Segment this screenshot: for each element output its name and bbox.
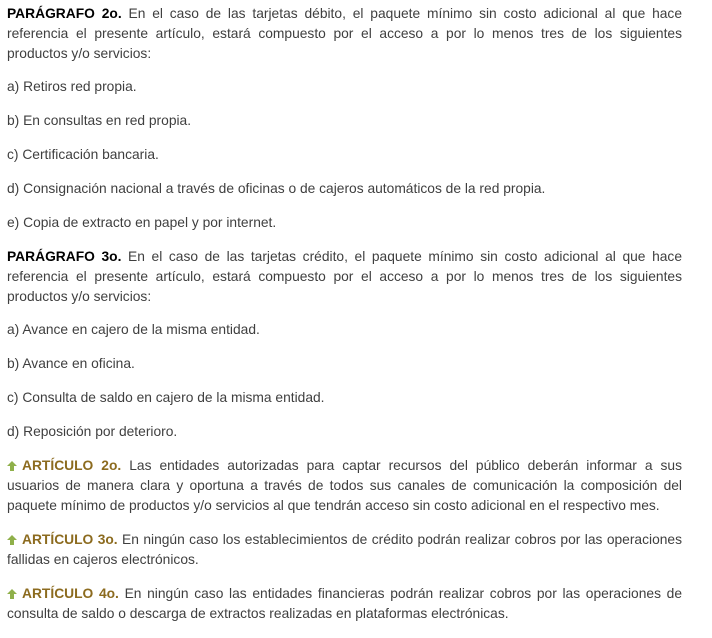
- articulo-3: [7, 530, 682, 570]
- paragrafo-3-text: En el caso de las tarjetas crédito, el paquete mínimo sin costo adicional al que hace referencia el presente artículo, estará compuesto por el acceso a por lo menos tres de los siguientes productos y/o servicios:: [7, 249, 682, 304]
- list-item: c) Certificación bancaria.: [7, 147, 159, 162]
- articulo-4-heading[interactable]: ARTÍCULO 4o.: [22, 586, 119, 601]
- articulo-4-text: En ningún caso las entidades financieras podrán realizar cobros por las operaciones de consulta de saldo o descarga de extractos realizadas en plataformas electrónicas.: [7, 586, 682, 621]
- up-arrow-icon[interactable]: [7, 585, 17, 595]
- articulo-2-heading[interactable]: ARTÍCULO 2o.: [22, 458, 122, 473]
- document-body: [7, 4, 682, 638]
- articulo-4: [7, 584, 682, 624]
- list-item: a) Avance en cajero de la misma entidad.: [7, 322, 260, 337]
- list-item: c) Consulta de saldo en cajero de la misma entidad.: [7, 390, 325, 405]
- up-arrow-icon[interactable]: [7, 531, 17, 541]
- paragrafo-3: [7, 247, 682, 307]
- articulo-3-text: En ningún caso los establecimientos de crédito podrán realizar cobros por las operaciones fallidas en cajeros electrónicos.: [7, 532, 682, 567]
- list-item: b) En consultas en red propia.: [7, 113, 192, 128]
- articulo-2-text: Las entidades autorizadas para captar recursos del público deberán informar a sus usuarios de manera clara y oportuna a través de todos sus canales de comunicación la composición del paquete mínimo de productos y/o servicios al que tendrán acceso sin costo adicional en el respectivo mes.: [7, 458, 683, 513]
- list-item: d) Reposición por deterioro.: [7, 424, 178, 439]
- list-item: e) Copia de extracto en papel y por internet.: [7, 215, 277, 230]
- list-item: d) Consignación nacional a través de oficinas o de cajeros automáticos de la red propia.: [7, 181, 546, 196]
- up-arrow-icon[interactable]: [7, 457, 17, 467]
- list-item: b) Avance en oficina.: [7, 356, 135, 371]
- articulo-3-heading[interactable]: ARTÍCULO 3o.: [22, 532, 118, 547]
- paragrafo-2: [7, 4, 682, 64]
- paragrafo-2-heading: PARÁGRAFO 2o.: [7, 6, 122, 21]
- paragrafo-2-text: En el caso de las tarjetas débito, el paquete mínimo sin costo adicional al que hace referencia el presente artículo, estará compuesto por el acceso a por lo menos tres de los siguientes productos y/o servicios:: [7, 6, 682, 61]
- paragrafo-3-heading: PARÁGRAFO 3o.: [7, 249, 122, 264]
- list-item: a) Retiros red propia.: [7, 79, 137, 94]
- articulo-2: [7, 456, 682, 516]
